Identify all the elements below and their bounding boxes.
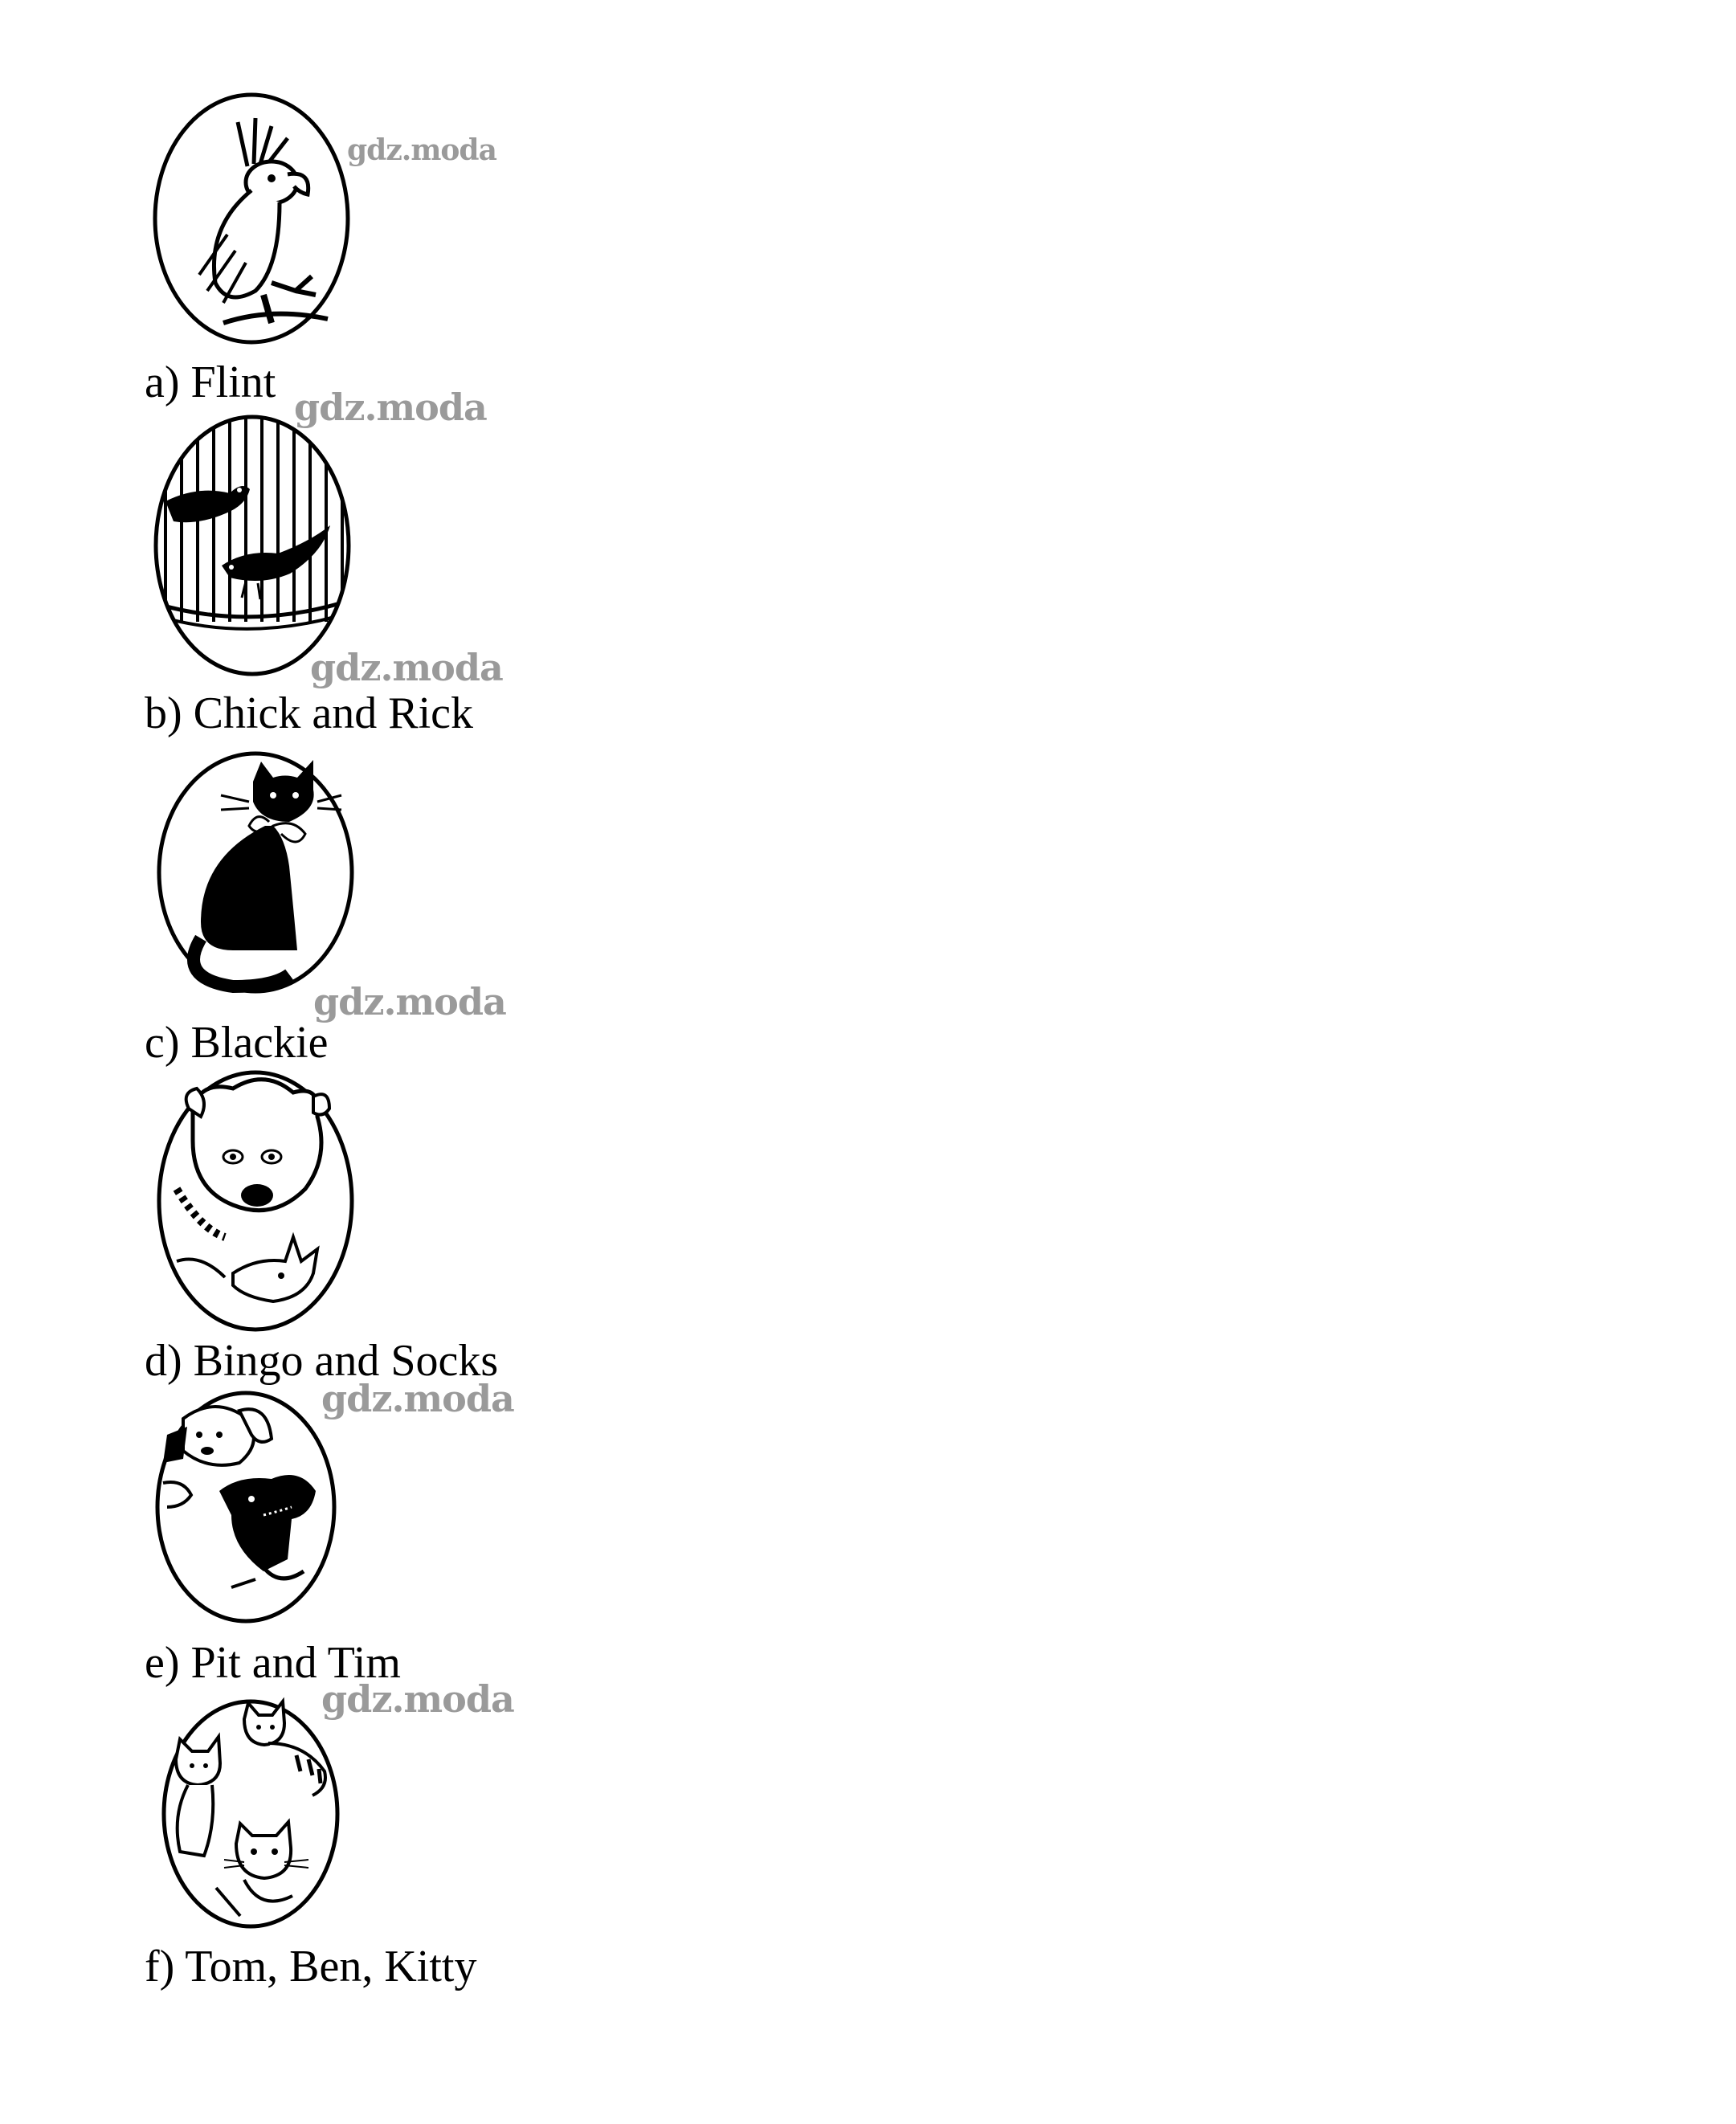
puppies-icon: [151, 1387, 344, 1628]
caption-c: c) Blackie: [145, 1018, 329, 1068]
black-cat-icon: [153, 745, 361, 1003]
birds-in-cage-icon: [149, 413, 358, 686]
caption-a: a) Flint: [145, 357, 276, 407]
caption-d: d) Bingo and Socks: [145, 1336, 499, 1386]
three-cats-icon: [156, 1695, 349, 1936]
watermark: gdz.moda: [294, 386, 487, 429]
caption-b: b) Chick and Rick: [145, 688, 474, 738]
watermark: gdz.moda: [313, 980, 506, 1023]
watermark: gdz.moda: [321, 1677, 514, 1721]
watermark: gdz.moda: [310, 646, 503, 689]
caption-f: f) Tom, Ben, Kitty: [145, 1942, 477, 1991]
watermark: gdz.moda: [321, 1377, 514, 1420]
two-dogs-icon: [153, 1068, 361, 1342]
parrot-icon: [151, 90, 360, 347]
caption-e: e) Pit and Tim: [145, 1638, 401, 1688]
watermark: gdz.moda: [347, 133, 496, 167]
